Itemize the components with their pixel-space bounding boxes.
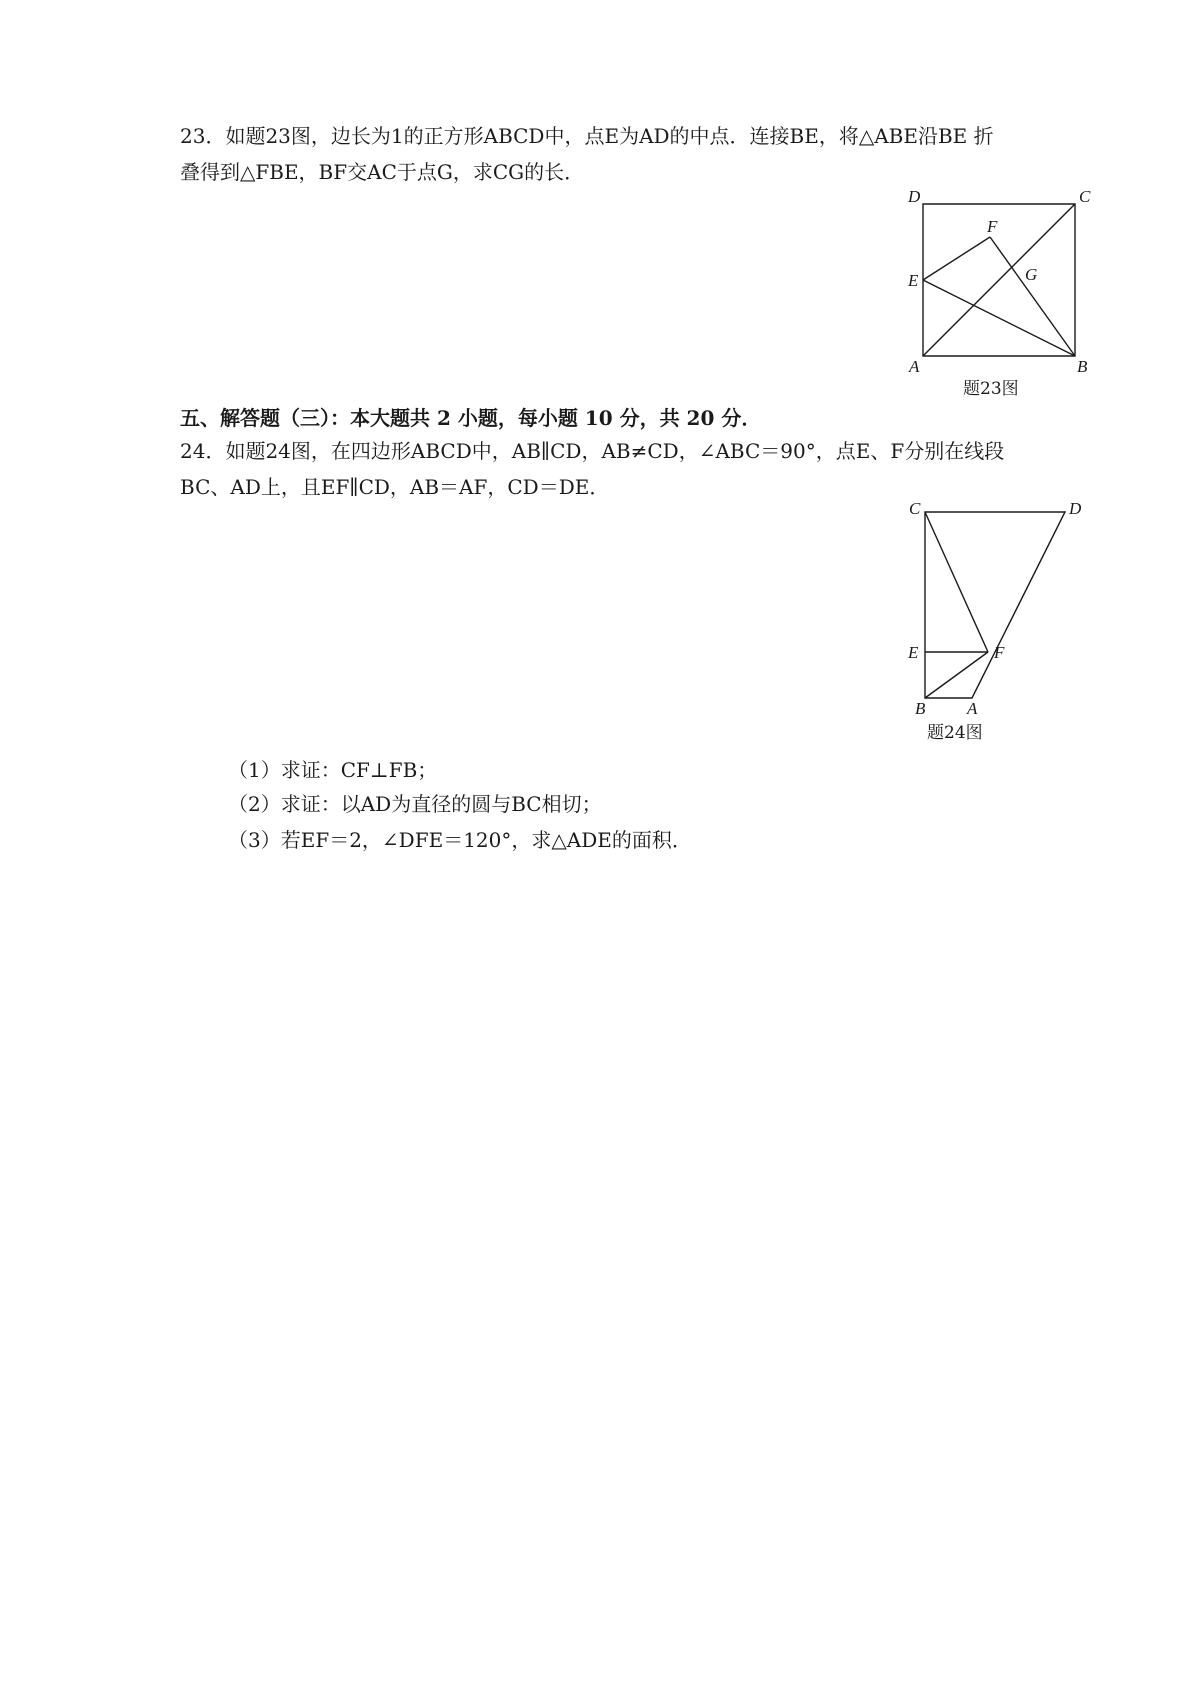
- label-e: E: [908, 643, 919, 662]
- q24-part-3: （3）若EF＝2，∠DFE＝120°，求△ADE的面积．: [228, 828, 692, 852]
- segment-cf: [925, 512, 988, 652]
- q23-figure: [895, 188, 1095, 378]
- segment-ef: [923, 237, 990, 280]
- label-a: A: [967, 699, 978, 718]
- label-b: B: [915, 699, 926, 718]
- q23-line-1: 23．如题23图，边长为1的正方形ABCD中，点E为AD的中点．连接BE，将△ABE沿BE 折: [180, 124, 994, 148]
- diagonal-ac: [923, 204, 1075, 356]
- segment-bf: [925, 652, 988, 698]
- label-g: G: [1025, 265, 1038, 284]
- label-b: B: [1077, 357, 1088, 376]
- label-a: A: [909, 357, 920, 376]
- label-d: D: [908, 188, 921, 206]
- q24-line-1: 24．如题24图，在四边形ABCD中，AB∥CD，AB≠CD，∠ABC＝90°，点E、F分别在线段: [180, 439, 1005, 463]
- q24-figure: [895, 498, 1095, 720]
- label-c: C: [1079, 188, 1091, 206]
- q23-line-2: 叠得到△FBE，BF交AC于点G，求CG的长．: [180, 160, 585, 184]
- label-f: F: [987, 217, 998, 236]
- section-5-heading: 五、解答题（三）：本大题共 2 小题，每小题 10 分，共 20 分．: [180, 406, 762, 430]
- label-d: D: [1069, 499, 1082, 518]
- q24-part-2: （2）求证：以AD为直径的圆与BC相切；: [228, 792, 602, 816]
- q24-line-2: BC、AD上，且EF∥CD，AB＝AF，CD＝DE．: [180, 475, 610, 499]
- label-f: F: [994, 643, 1005, 662]
- q23-figure-svg: [895, 188, 1095, 378]
- q24-figure-svg: [895, 498, 1095, 720]
- q24-part-1: （1）求证：CF⊥FB；: [228, 758, 438, 782]
- label-e: E: [908, 271, 919, 290]
- segment-fb: [990, 237, 1075, 356]
- label-c: C: [909, 499, 921, 518]
- q23-figure-caption: 题23图: [963, 379, 1019, 399]
- quadrilateral-abcd: [925, 512, 1065, 698]
- segment-be: [923, 280, 1075, 356]
- q24-figure-caption: 题24图: [927, 723, 983, 743]
